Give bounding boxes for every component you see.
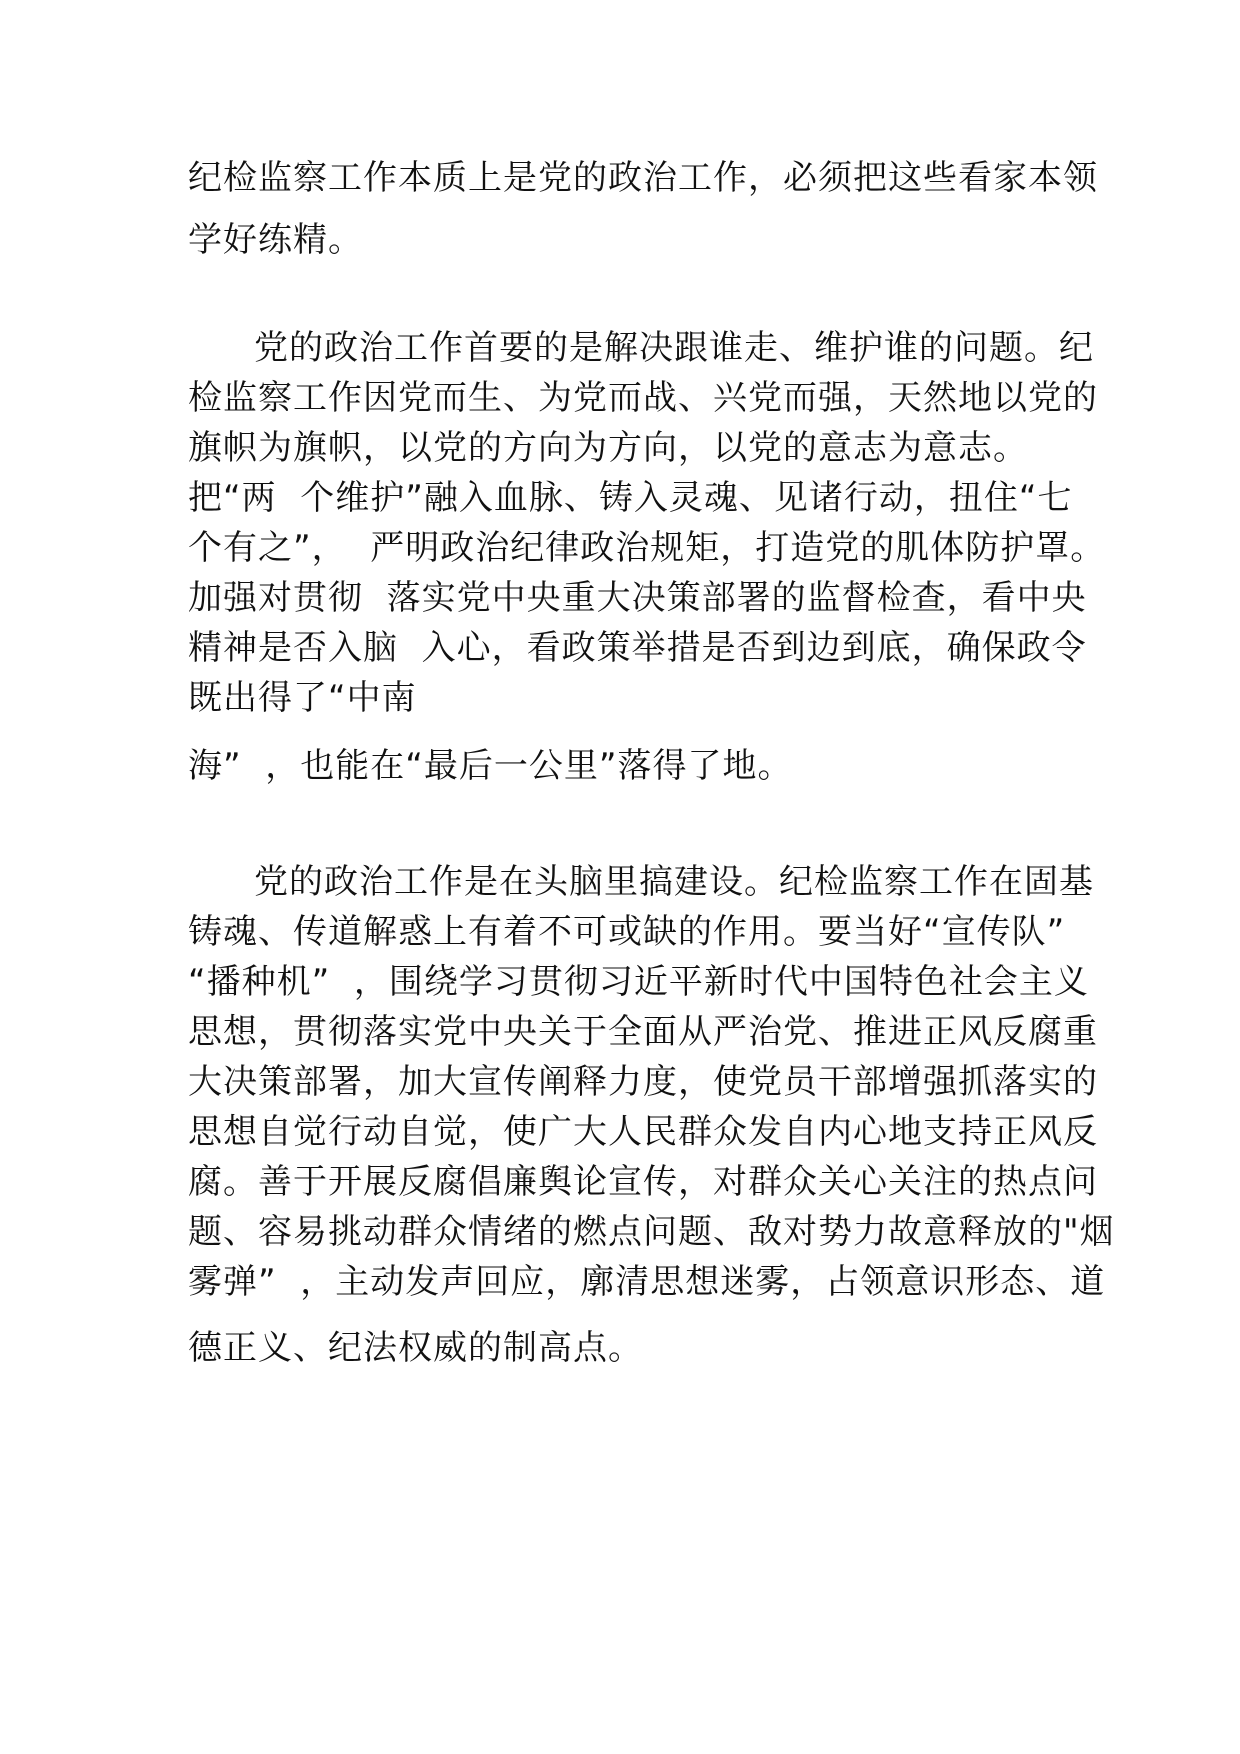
paragraph-2-line: 思想自觉行动自觉，使广大人民群众发自内心地支持正风反 (188, 1112, 1098, 1152)
paragraph-1-line: 加强对贯彻 落实党中央重大决策部署的监督检查，看中央 (188, 578, 1087, 618)
paragraph-2-line: 铸魂、传道解惑上有着不可或缺的作用。要当好“宣传队” (188, 912, 1066, 952)
paragraph-2-line: 大决策部署，加大宣传阐释力度，使党员干部增强抓落实的 (188, 1062, 1098, 1102)
paragraph-2-line: 腐。善于开展反腐倡廉舆论宣传，对群众关心关注的热点问 (188, 1162, 1098, 1202)
paragraph-2-line: “播种机” ，围绕学习贯彻习近平新时代中国特色社会主义 (188, 962, 1089, 1002)
paragraph-2-line: 德正义、纪法权威的制高点。 (188, 1328, 643, 1368)
text-line: 学好练精。 (188, 220, 363, 260)
text-line: 纪检监察工作本质上是党的政治工作，必须把这些看家本领 (188, 158, 1098, 198)
paragraph-1-line: 既出得了“中南 (188, 678, 417, 718)
paragraph-1-line: 党的政治工作首要的是解决跟谁走、维护谁的问题。纪 (254, 328, 1094, 368)
paragraph-2-line: 党的政治工作是在头脑里搞建设。纪检监察工作在固基 (254, 862, 1094, 902)
paragraph-1-line: 旗帜为旗帜，以党的方向为方向，以党的意志为意志。 (188, 428, 1028, 468)
paragraph-1-line: 检监察工作因党而生、为党而战、兴党而强，天然地以党的 (188, 378, 1098, 418)
paragraph-2-line: 思想，贯彻落实党中央关于全面从严治党、推进正风反腐重 (188, 1012, 1098, 1052)
paragraph-2-line: 题、容易挑动群众情绪的燃点问题、敌对势力故意释放的"烟 (188, 1212, 1115, 1252)
paragraph-1-line: 精神是否入脑 入心，看政策举措是否到边到底，确保政令 (188, 628, 1087, 668)
paragraph-2-line: 雾弹” ，主动发声回应，廓清思想迷雾，占领意识形态、道 (188, 1262, 1106, 1302)
paragraph-1-line: 海” ，也能在“最后一公里”落得了地。 (188, 746, 793, 786)
paragraph-1-line: 把“两 个维护”融入血脉、铸入灵魂、见诸行动，扭住“七 (188, 478, 1073, 518)
paragraph-1-line: 个有之”， 严明政治纪律政治规矩，打造党的肌体防护罩。 (188, 528, 1106, 568)
